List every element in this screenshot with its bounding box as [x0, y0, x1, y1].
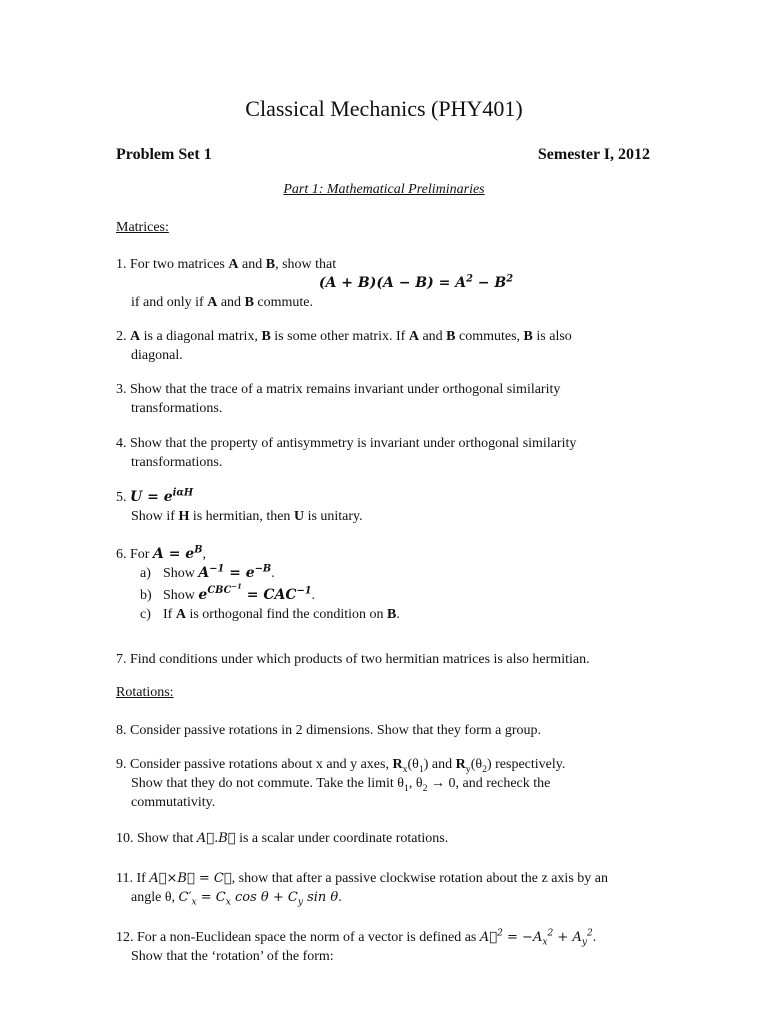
- problem-2: 2. A is a diagonal matrix, B is some other matrix. If A and B commutes, B is also diagonal.: [116, 329, 572, 363]
- problem-set-label: Problem Set 1: [116, 146, 212, 163]
- problem-8: 8. Consider passive rotations in 2 dimensions. Show that they form a group.: [116, 723, 542, 738]
- problem-12: 12. For a non-Euclidean space the norm of a vector is defined as A⃗$^2$ = $-A_x^2 + A_y^2$. Show that the ‘rotation’ of the form:: [116, 928, 597, 964]
- section-matrices: Matrices:: [116, 220, 169, 235]
- problem-1: 1. For two matrices A and B, show that $(A + B)(A - B) = A^2 - B^2$ if and only if A and B commute.: [116, 257, 514, 310]
- problem-5: 5. $U = e^{i\alpha H}$ Show if H is hermitian, then U is unitary.: [116, 487, 363, 524]
- problem-7: 7. Find conditions under which products of two hermitian matrices is also hermitian.: [116, 652, 590, 667]
- part-heading: Part 1: Mathematical Preliminaries: [283, 182, 485, 197]
- semester-label: Semester I, 2012: [537, 146, 650, 163]
- problem-11: 11. If A⃗×B⃗ = C⃗, show that after a passive clockwise rotation about the z axis by an angle θ, $C'_x = C_x$ $\cos \theta + C_y$ sin θ.: [116, 871, 608, 908]
- section-rotations: Rotations:: [116, 685, 174, 700]
- problem-9: 9. Consider passive rotations about x and y axes, $R_x(\theta_1)$ and $R_y(\theta_2)$ respectively. Show that they do not commute. Take the limit $\theta_1$, $\theta_2 \to 0$, and recheck the commutativity.: [116, 757, 566, 810]
- document-title: Classical Mechanics (PHY401): [245, 96, 523, 121]
- problem-3: 3. Show that the trace of a matrix remains invariant under orthogonal similarity transformations.: [116, 382, 561, 416]
- problem-4: 4. Show that the property of antisymmetry is invariant under orthogonal similarity transformations.: [116, 436, 577, 470]
- problem-10: 10. Show that A⃗.B⃗ is a scalar under coordinate rotations.: [116, 831, 449, 846]
- problem-6: 6. For $A = e^B$, a) Show $A^{-1} = e^{-B}$. b) Show $e^{CBC^{-1}} = CAC^{-1}$. c) If A is orthogonal find the condition on B.: [116, 544, 400, 622]
